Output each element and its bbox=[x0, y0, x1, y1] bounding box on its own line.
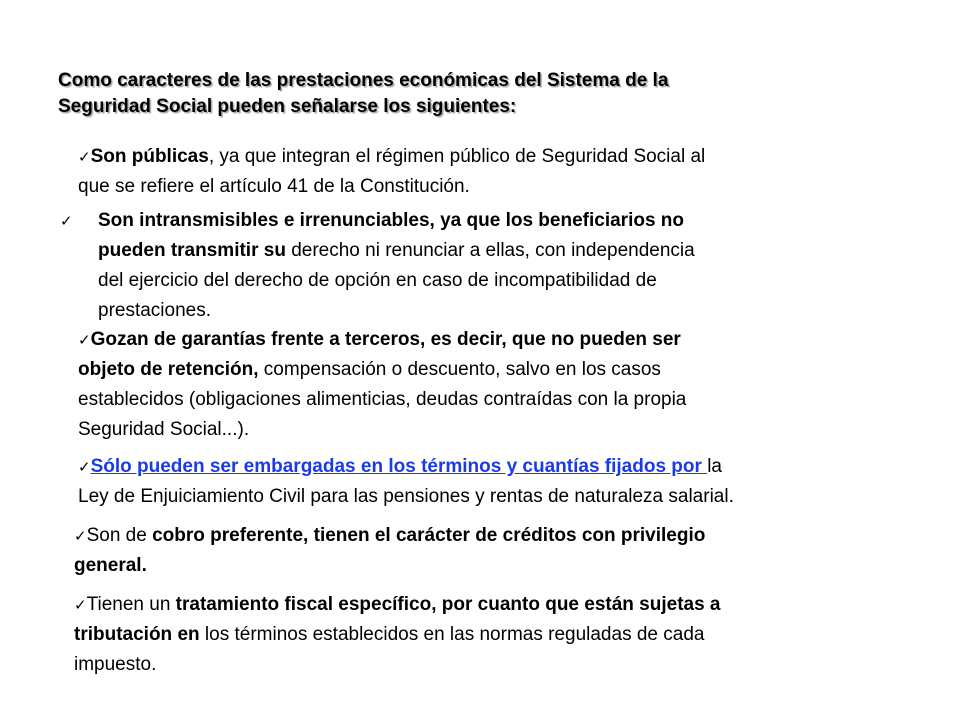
item-text: prestaciones. bbox=[98, 300, 212, 321]
bullet-item-cobro bbox=[74, 521, 874, 581]
item-text: Son de bbox=[86, 525, 153, 546]
item-text: Seguridad Social...). bbox=[78, 419, 250, 440]
item-bold-text: cobro preferente, tienen el carácter de créditos con privilegio bbox=[152, 525, 706, 546]
item-text: que se refiere el artículo 41 de la Constitución. bbox=[78, 176, 470, 197]
checkmark-icon: ✓ bbox=[60, 212, 73, 230]
item-text: Ley de Enjuiciamiento Civil para las pensiones y rentas de naturaleza salarial. bbox=[78, 486, 734, 507]
item-bold-text: tributación en bbox=[74, 624, 200, 645]
item-text: los términos establecidos en las normas reguladas de cada bbox=[199, 624, 705, 645]
item-bold-text: pueden transmitir su bbox=[98, 240, 286, 261]
bullet-item-fiscal bbox=[74, 590, 894, 680]
checkmark-icon: ✓ bbox=[74, 527, 87, 545]
item-bold-text: objeto de retención, bbox=[78, 359, 259, 380]
checkmark-icon: ✓ bbox=[78, 331, 91, 349]
item-text: del ejercicio del derecho de opción en caso de incompatibilidad de bbox=[98, 270, 657, 291]
item-text: , ya que integran el régimen público de Seguridad Social al bbox=[208, 146, 706, 167]
checkmark-icon: ✓ bbox=[78, 148, 91, 166]
item-bold-text: Gozan de garantías frente a terceros, es decir, que no pueden ser bbox=[90, 329, 681, 350]
item-text: Tienen un bbox=[86, 594, 176, 615]
bullet-item-garantias bbox=[78, 325, 878, 445]
item-bold-text: general. bbox=[74, 555, 147, 576]
item-bold-text: Son intransmisibles e irrenunciables, ya que los beneficiarios no bbox=[98, 210, 685, 231]
item-text: compensación o descuento, salvo en los casos bbox=[258, 359, 661, 380]
item-bold-text: Son públicas bbox=[90, 146, 209, 167]
checkmark-icon: ✓ bbox=[78, 458, 91, 476]
checkmark-icon: ✓ bbox=[74, 596, 87, 614]
bullet-item-intransmisibles bbox=[60, 206, 860, 326]
item-text: la bbox=[707, 456, 722, 477]
title-line-2: Seguridad Social pueden señalarse los siguientes: bbox=[58, 96, 517, 117]
bullet-item-publicas bbox=[78, 142, 878, 202]
embargo-link[interactable]: Sólo pueden ser embargadas en los términos y cuantías fijados por bbox=[90, 456, 708, 477]
title-line-1: Como caracteres de las prestaciones económicas del Sistema de la bbox=[58, 70, 669, 91]
item-text: derecho ni renunciar a ellas, con independencia bbox=[285, 240, 695, 261]
item-text: impuesto. bbox=[74, 654, 157, 675]
bullet-item-embargadas bbox=[78, 452, 918, 512]
item-text: establecidos (obligaciones alimenticias, deudas contraídas con la propia bbox=[78, 389, 687, 410]
item-bold-text: tratamiento fiscal específico, por cuanto que están sujetas a bbox=[175, 594, 721, 615]
page-title bbox=[58, 68, 858, 120]
